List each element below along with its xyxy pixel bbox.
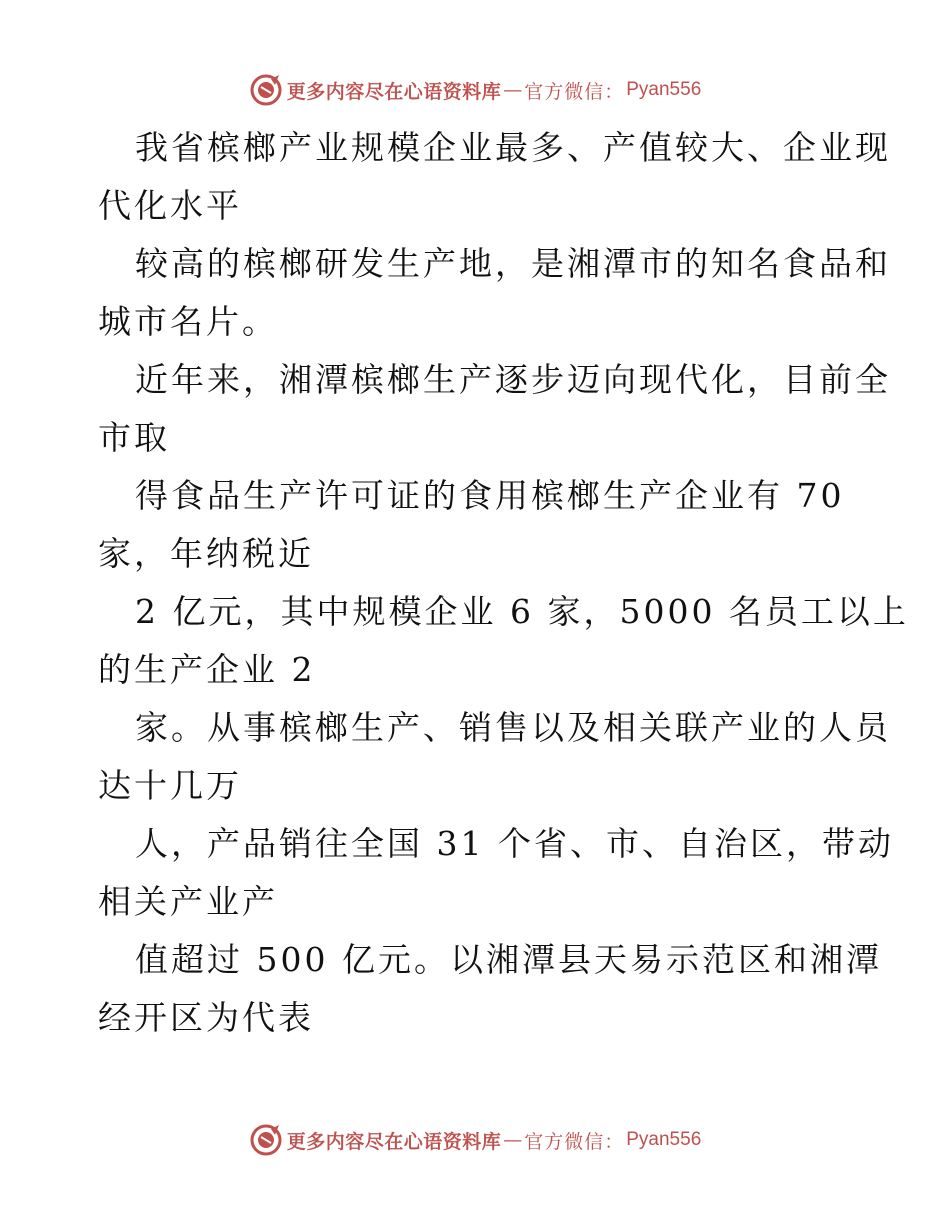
header-dash: — xyxy=(503,79,523,101)
footer-wechat-label: 官方微信： xyxy=(524,1130,625,1153)
body-line: 经开区为代表 xyxy=(98,998,314,1037)
header-banner xyxy=(0,70,950,110)
body-line: 达十几万 xyxy=(98,766,242,805)
body-line: 家，年纳税近 xyxy=(98,534,314,573)
body-line: 近年来，湘潭槟榔生产逐步迈向现代化，目前全 xyxy=(135,360,891,399)
body-line: 的生产企业 2 xyxy=(98,650,316,689)
logo-icon xyxy=(249,73,283,107)
body-line: 城市名片。 xyxy=(98,302,278,341)
footer-site-text: 更多内容尽在心语资料库 xyxy=(286,1130,502,1153)
body-line: 得食品生产许可证的食用槟榔生产企业有 70 xyxy=(135,476,845,515)
body-line: 值超过 500 亿元。以湘潭县天易示范区和湘潭 xyxy=(135,940,882,979)
body-line: 2 亿元，其中规模企业 6 家，5000 名员工以上 xyxy=(135,592,909,631)
body-line: 人，产品销往全国 31 个省、市、自治区，带动 xyxy=(135,824,894,863)
body-line: 相关产业产 xyxy=(98,882,278,921)
body-line: 家。从事槟榔生产、销售以及相关联产业的人员 xyxy=(135,708,891,747)
body-line: 代化水平 xyxy=(98,186,242,225)
logo-icon xyxy=(249,1123,283,1157)
header-wechat-id: Pyan556 xyxy=(626,79,702,100)
footer-banner xyxy=(0,1120,950,1160)
header-wechat-label: 官方微信： xyxy=(524,80,625,103)
body-line: 较高的槟榔研发生产地，是湘潭市的知名食品和 xyxy=(135,244,891,283)
footer-dash: — xyxy=(503,1129,523,1151)
body-line: 市取 xyxy=(98,418,170,457)
header-site-text: 更多内容尽在心语资料库 xyxy=(286,80,502,103)
body-line: 我省槟榔产业规模企业最多、产值较大、企业现 xyxy=(135,128,891,167)
footer-wechat-id: Pyan556 xyxy=(626,1129,702,1150)
